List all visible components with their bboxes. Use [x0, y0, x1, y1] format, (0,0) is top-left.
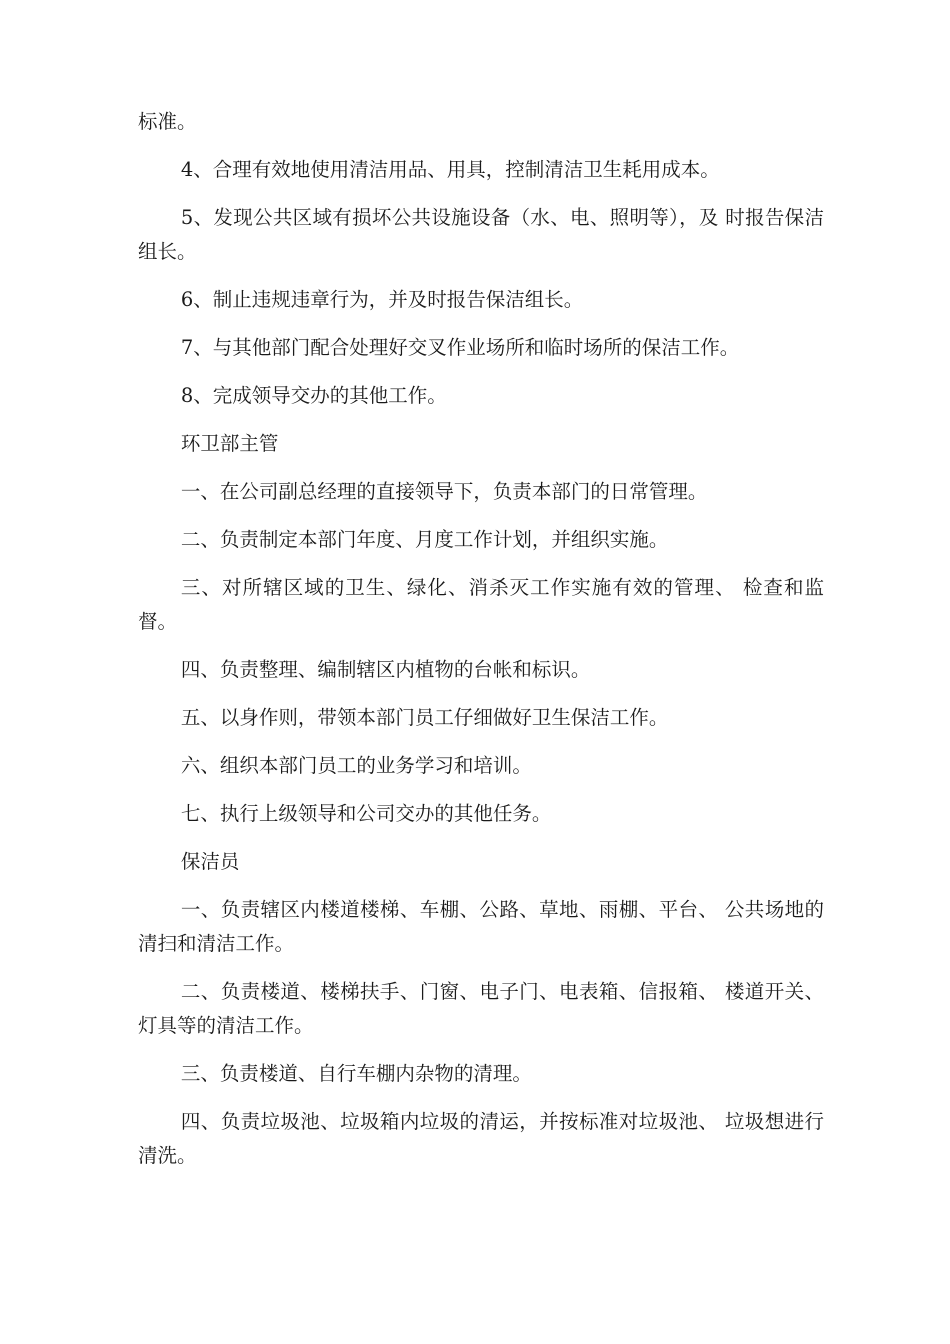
paragraph-cleaner-4: 四、负责垃圾池、垃圾箱内垃圾的清运，并按标准对垃圾池、 垃圾想进行清洗。: [138, 1110, 824, 1167]
paragraph-item-6: 6、制止违规违章行为，并及时报告保洁组长。: [180, 288, 584, 311]
paragraph-cleaner-1: 一、负责辖区内楼道楼梯、车棚、公路、草地、雨棚、平台、 公共场地的清扫和清洁工作。: [138, 898, 824, 955]
paragraph-item-5: 5、发现公共区域有损坏公共设施设备（水、电、照明等），及 时报告保洁组长。: [138, 206, 824, 263]
paragraph-item-7: 7、与其他部门配合处理好交叉作业场所和临时场所的保洁工作。: [180, 336, 740, 359]
paragraph-item-4: 4、合理有效地使用清洁用品、用具，控制清洁卫生耗用成本。: [180, 158, 720, 181]
section-heading-cleaner: 保洁员: [180, 850, 240, 873]
paragraph-supervisor-1: 一、在公司副总经理的直接领导下，负责本部门的日常管理。: [180, 480, 708, 503]
paragraph-supervisor-5: 五、以身作则，带领本部门员工仔细做好卫生保洁工作。: [180, 706, 669, 729]
paragraph-supervisor-7: 七、执行上级领导和公司交办的其他任务。: [180, 802, 552, 825]
paragraph-item-8: 8、完成领导交办的其他工作。: [180, 384, 447, 407]
section-heading-sanitation-supervisor: 环卫部主管: [180, 432, 279, 455]
paragraph-cleaner-2: 二、负责楼道、楼梯扶手、门窗、电子门、电表箱、信报箱、 楼道开关、灯具等的清洁工作。: [138, 980, 824, 1037]
paragraph-supervisor-4: 四、负责整理、编制辖区内植物的台帐和标识。: [180, 658, 591, 681]
paragraph-supervisor-3: 三、对所辖区域的卫生、绿化、消杀灭工作实施有效的管理、 检查和监督。: [138, 576, 824, 633]
paragraph-supervisor-2: 二、负责制定本部门年度、月度工作计划，并组织实施。: [180, 528, 669, 551]
document-page: [138, 105, 824, 1173]
paragraph-standard-continuation: 标准。: [138, 110, 197, 133]
paragraph-cleaner-3: 三、负责楼道、自行车棚内杂物的清理。: [180, 1062, 532, 1085]
paragraph-supervisor-6: 六、组织本部门员工的业务学习和培训。: [180, 754, 532, 777]
